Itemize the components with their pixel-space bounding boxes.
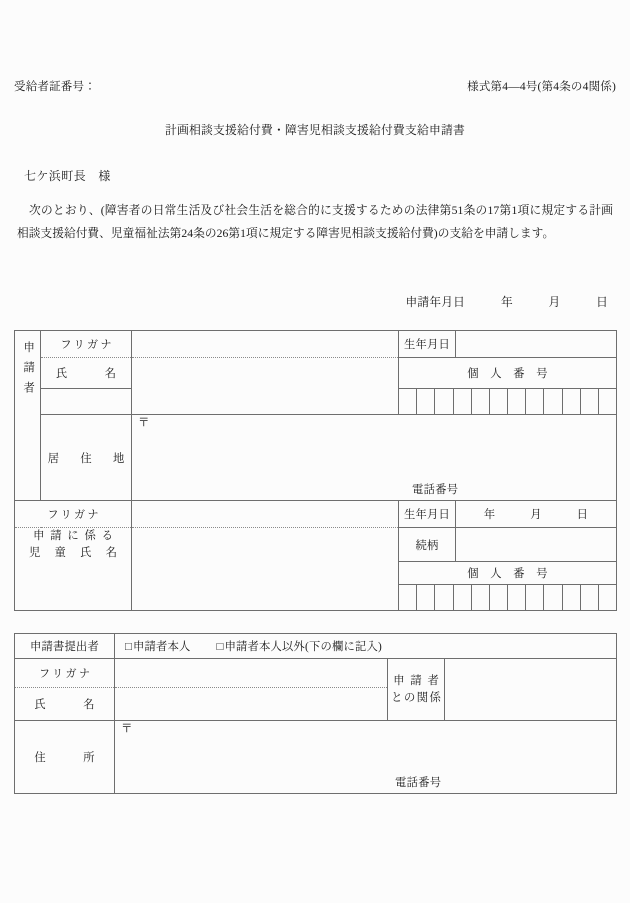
postal-code-icon: 〒 [121, 723, 133, 735]
postal-code-icon: 〒 [138, 417, 150, 429]
applicant-table [14, 330, 617, 611]
submitter-address-label: 住 所 [15, 721, 115, 794]
application-date-value: 年 月 日 [501, 296, 608, 309]
submitter-checkbox-group [115, 634, 617, 659]
mynumber-cell[interactable] [544, 585, 562, 610]
mynumber-cells [399, 389, 616, 414]
mynumber-cell[interactable] [454, 389, 472, 414]
header-row [14, 78, 616, 94]
submitter-table [14, 633, 617, 794]
mynumber-cell[interactable] [508, 389, 526, 414]
form-number-label: 様式第4—4号(第4条の4関係) [467, 81, 616, 93]
applicant-residence-label: 居 住 地 [41, 415, 132, 501]
child-name-label-line1: 申 請 に 係 る [33, 530, 115, 542]
mynumber-cell[interactable] [490, 585, 508, 610]
mynumber-cells [399, 585, 616, 610]
table-row [15, 501, 617, 528]
child-name-label-line2: 児 童 氏 名 [28, 546, 119, 559]
submitter-name-label: 氏 名 [15, 688, 115, 721]
checkbox-self[interactable] [125, 638, 191, 654]
page-title: 計画相談支援給付費・障害児相談支援給付費支給申請書 [165, 123, 465, 137]
addressee: 七ケ浜町長 様 [24, 169, 111, 183]
mynumber-cell[interactable] [417, 389, 435, 414]
applicant-vertical-label-lower [15, 415, 41, 501]
applicant-phone-label: 電話番号 [412, 484, 459, 496]
checkbox-icon: □ [125, 641, 133, 653]
applicant-birthdate-label: 生年月日 [399, 331, 456, 358]
mynumber-cell[interactable] [563, 389, 581, 414]
mynumber-cell[interactable] [417, 585, 435, 610]
applicant-name-label-spacer [41, 389, 132, 415]
mynumber-cell[interactable] [472, 389, 490, 414]
child-name-label-spacer-a [15, 562, 132, 585]
submitter-name-input[interactable] [115, 688, 388, 721]
applicant-vertical-label-text: 申請者 [22, 340, 35, 402]
submitter-relation-label-line1: 申 請 者 [393, 674, 441, 687]
mynumber-cell[interactable] [544, 389, 562, 414]
mynumber-cell[interactable] [399, 585, 417, 610]
mynumber-cell[interactable] [599, 585, 616, 610]
applicant-furigana-label: フリガナ [41, 331, 132, 358]
checkbox-other-label: 申請者本人以外(下の欄に記入) [224, 641, 382, 653]
mynumber-cell[interactable] [599, 389, 616, 414]
mynumber-cell[interactable] [490, 389, 508, 414]
submitter-relation-label-line2: との関係 [391, 691, 443, 704]
submitter-furigana-input[interactable] [115, 659, 388, 688]
submitter-relation-label [388, 659, 445, 721]
recipient-cert-number-label: 受給者証番号： [14, 81, 96, 93]
mynumber-cell[interactable] [581, 389, 599, 414]
body-paragraph: 次のとおり、(障害者の日常生活及び社会生活を総合的に支援するための法律第51条の17第1項に規定する計画相談支援給付費、児童福祉法第24条の26第1項に規定する障害児相談支援給付費)の支給を申請します。 [17, 204, 613, 240]
child-name-label [15, 528, 132, 562]
applicant-name-label: 氏 名 [41, 358, 132, 389]
applicant-name-input[interactable] [132, 358, 399, 415]
applicant-vertical-label [15, 331, 41, 415]
table-row [15, 358, 617, 389]
mynumber-cell[interactable] [526, 389, 544, 414]
child-mynumber-grid[interactable] [399, 585, 617, 611]
child-relation-input[interactable] [456, 528, 617, 562]
child-furigana-input[interactable] [132, 501, 399, 528]
mynumber-cell[interactable] [581, 585, 599, 610]
mynumber-cell[interactable] [454, 585, 472, 610]
child-birthdate-input[interactable]: 年 月 日 [456, 501, 617, 528]
applicant-birthdate-input[interactable] [456, 331, 617, 358]
table-row [15, 721, 617, 794]
mynumber-cell[interactable] [472, 585, 490, 610]
submitter-relation-input[interactable] [445, 659, 617, 721]
applicant-mynumber-label: 個 人 番 号 [399, 358, 617, 389]
checkbox-other[interactable] [217, 638, 382, 654]
table-row [15, 528, 617, 562]
child-birthdate-label: 生年月日 [399, 501, 456, 528]
application-date-line [393, 281, 608, 323]
checkbox-icon: □ [216, 641, 224, 653]
mynumber-cell[interactable] [435, 585, 453, 610]
application-date-label: 申請年月日 [405, 296, 465, 309]
table-row [15, 634, 617, 659]
mynumber-cell[interactable] [435, 389, 453, 414]
submitter-furigana-label: フリガナ [15, 659, 115, 688]
checkbox-self-label: 申請者本人 [133, 641, 191, 653]
applicant-furigana-input[interactable] [132, 331, 399, 358]
child-furigana-label: フリガナ [15, 501, 132, 528]
applicant-mynumber-grid[interactable] [399, 389, 617, 415]
child-relation-label: 続柄 [399, 528, 456, 562]
submitter-phone-label: 電話番号 [395, 777, 442, 789]
mynumber-cell[interactable] [563, 585, 581, 610]
table-row [15, 415, 617, 501]
submitter-label: 申請書提出者 [15, 634, 115, 659]
mynumber-cell[interactable] [526, 585, 544, 610]
mynumber-cell[interactable] [508, 585, 526, 610]
child-name-label-spacer-b [15, 585, 132, 611]
table-row [15, 659, 617, 688]
applicant-residence-input[interactable] [132, 415, 617, 501]
submitter-address-input[interactable] [115, 721, 617, 794]
mynumber-cell[interactable] [399, 389, 417, 414]
child-mynumber-label: 個 人 番 号 [399, 562, 617, 585]
table-row [15, 331, 617, 358]
child-name-input[interactable] [132, 528, 399, 611]
